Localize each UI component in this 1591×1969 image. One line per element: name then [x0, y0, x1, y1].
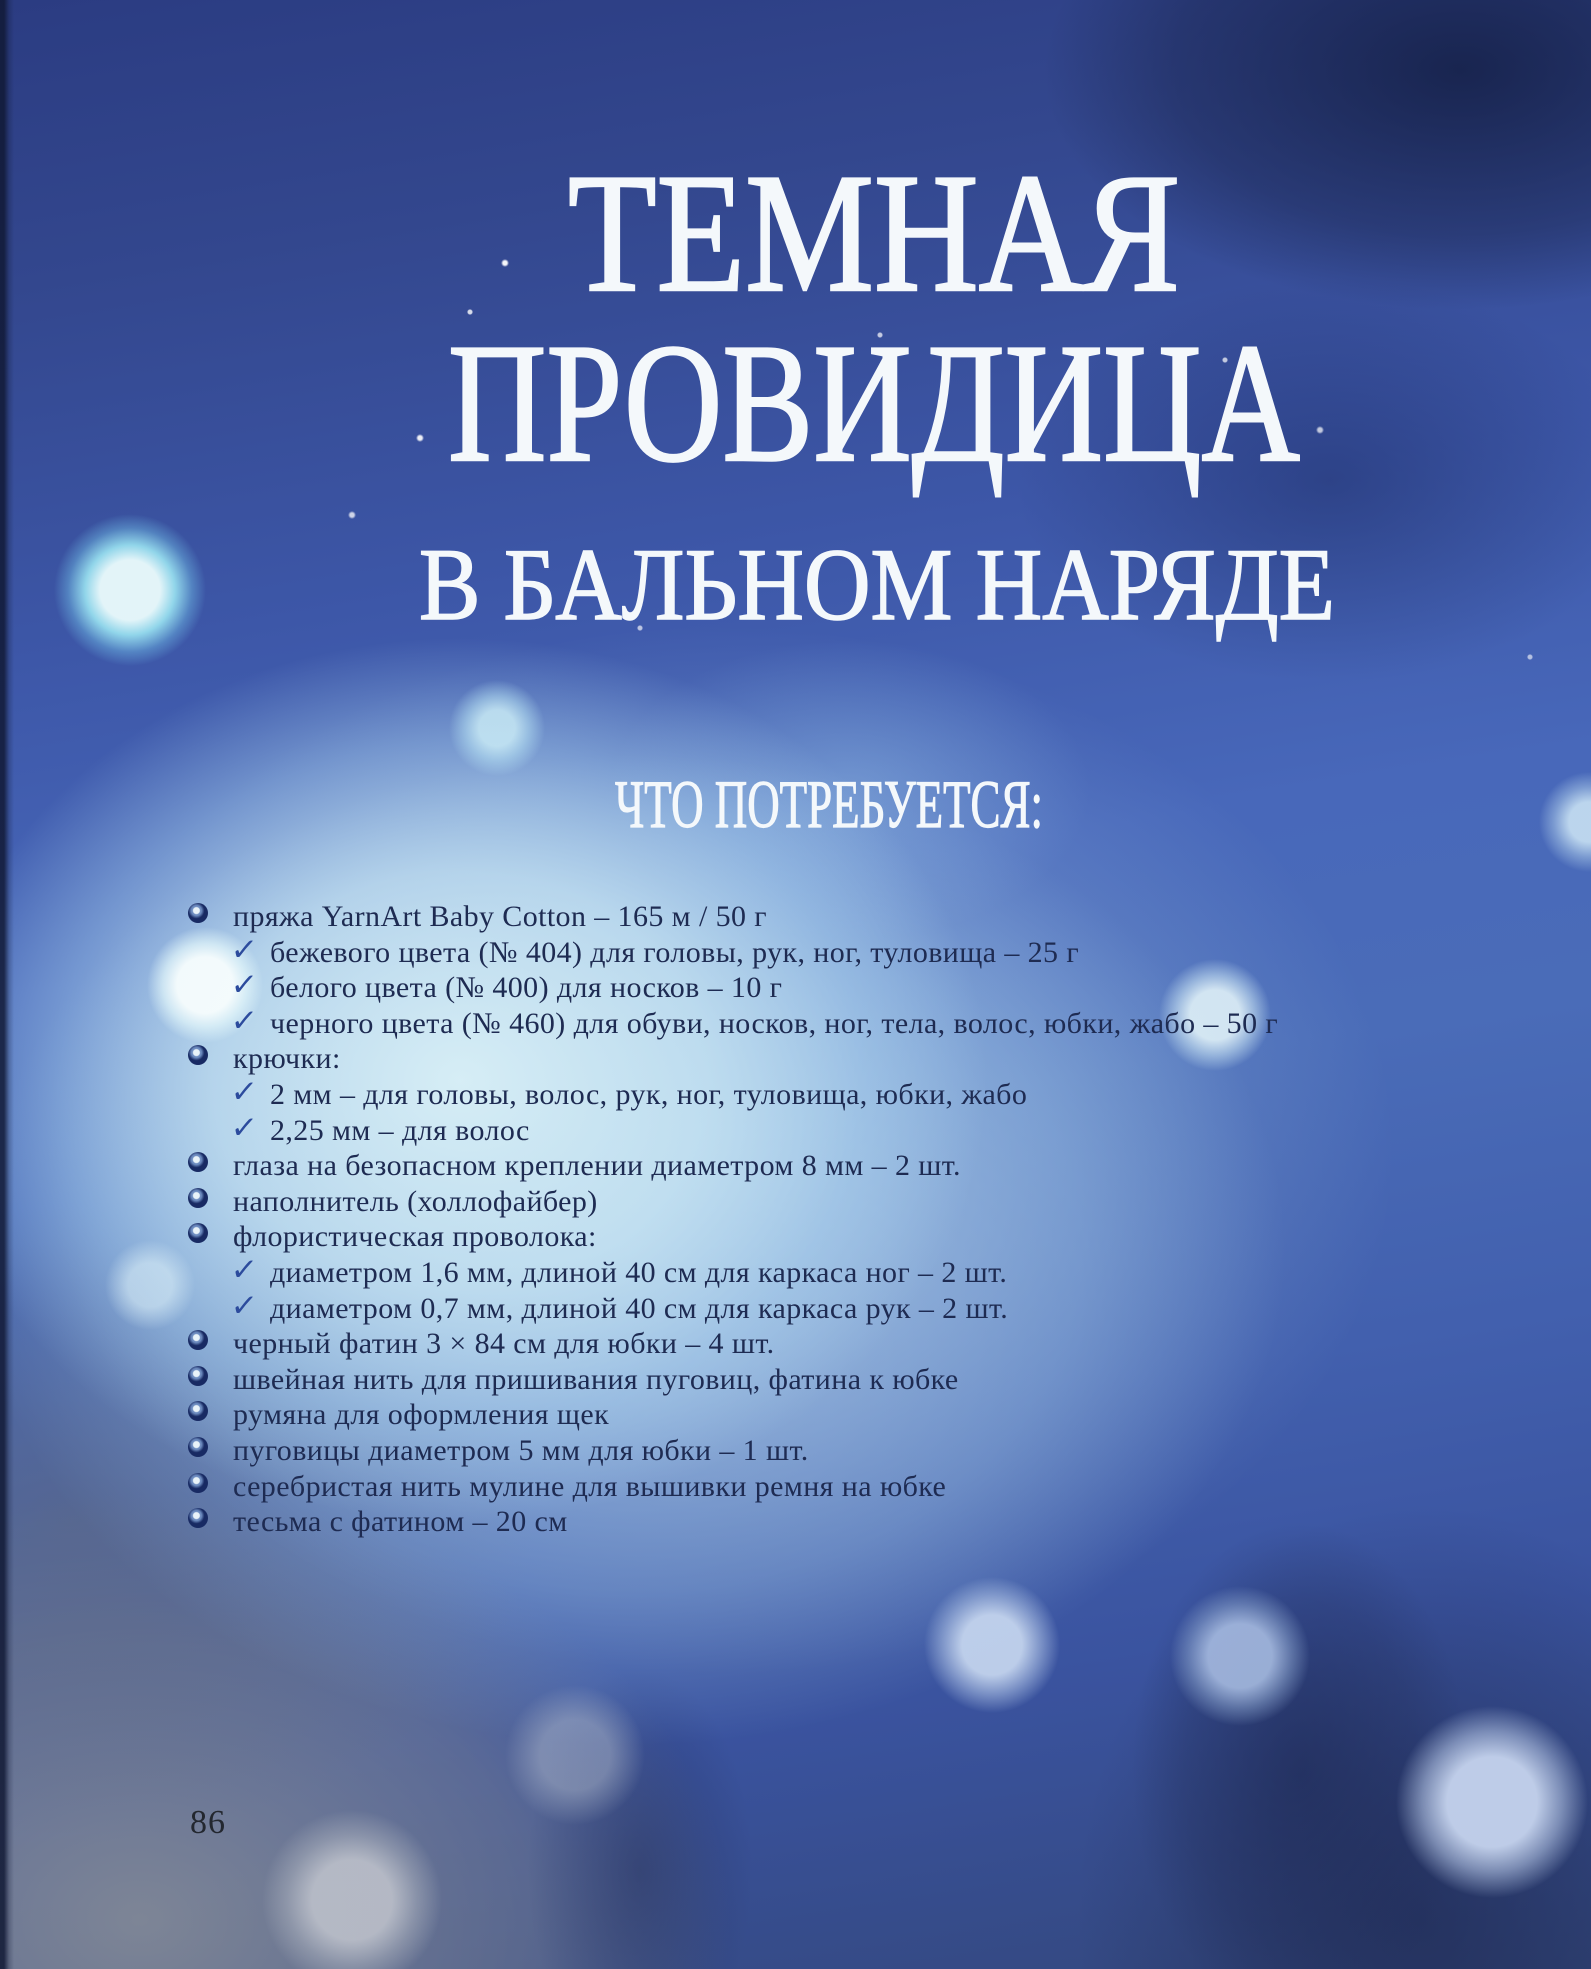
list-item	[0, 1326, 1520, 1364]
page-number: 86	[190, 1804, 226, 1841]
check-icon: ✓	[229, 1074, 260, 1110]
materials-item-text: наполнитель (холлофайбер)	[233, 1185, 598, 1218]
bullet-icon	[188, 1401, 208, 1421]
materials-item-text: 2 мм – для головы, волос, рук, ног, туловища, юбки, жабо	[270, 1078, 1028, 1111]
materials-item-text: 2,25 мм – для волос	[270, 1114, 530, 1147]
list-item	[0, 1074, 1520, 1115]
materials-item-text: диаметром 0,7 мм, длиной 40 см для каркаса рук – 2 шт.	[270, 1292, 1009, 1325]
bullet-icon	[188, 1045, 208, 1065]
list-item	[0, 1433, 1520, 1471]
list-item	[0, 1252, 1520, 1293]
list-item	[0, 1469, 1520, 1507]
materials-item-text: крючки:	[233, 1042, 341, 1075]
materials-item-text: серебристая нить мулине для вышивки ремня на юбке	[233, 1470, 947, 1503]
list-item	[0, 1003, 1520, 1044]
bullet-icon	[188, 1508, 208, 1528]
materials-item-text: черный фатин 3 × 84 см для юбки – 4 шт.	[233, 1327, 775, 1360]
list-item	[0, 1184, 1520, 1222]
materials-item-text: бежевого цвета (№ 404) для головы, рук, ног, туловища – 25 г	[270, 936, 1080, 969]
list-item	[0, 899, 1520, 937]
bullet-icon	[188, 1437, 208, 1457]
page-title-line2: ПРОВИДИЦА	[448, 309, 1300, 497]
materials-item-text: пряжа YarnArt Baby Cotton – 165 м / 50 г	[233, 900, 767, 933]
materials-item-text: швейная нить для пришивания пуговиц, фатина к юбке	[233, 1363, 959, 1396]
materials-item-text: черного цвета (№ 460) для обуви, носков, ног, тела, волос, юбки, жабо – 50 г	[270, 1007, 1279, 1040]
bullet-icon	[188, 1366, 208, 1386]
check-icon: ✓	[229, 967, 260, 1003]
materials-item-text: тесьма с фатином – 20 см	[233, 1505, 568, 1538]
list-item	[0, 1362, 1520, 1400]
materials-item-text: диаметром 1,6 мм, длиной 40 см для каркаса ног – 2 шт.	[270, 1256, 1008, 1289]
check-icon: ✓	[229, 1288, 260, 1324]
materials-item-text: белого цвета (№ 400) для носков – 10 г	[270, 971, 783, 1004]
materials-item-text: флористическая проволока:	[233, 1220, 597, 1253]
check-icon: ✓	[229, 1003, 260, 1039]
list-item	[0, 1219, 1520, 1257]
list-item	[0, 1397, 1520, 1435]
page-title-line1: ТЕМНАЯ	[568, 139, 1180, 327]
list-item	[0, 1504, 1520, 1542]
list-item	[0, 1041, 1520, 1079]
check-icon: ✓	[229, 1110, 260, 1146]
list-item	[0, 1148, 1520, 1186]
materials-item-text: румяна для оформления щек	[233, 1398, 610, 1431]
bullet-icon	[188, 1473, 208, 1493]
page-subtitle: В БАЛЬНОМ НАРЯДЕ	[419, 528, 1335, 642]
list-item	[0, 967, 1520, 1008]
bullet-icon	[188, 903, 208, 923]
bullet-icon	[188, 1188, 208, 1208]
bullet-icon	[188, 1223, 208, 1243]
check-icon: ✓	[229, 1252, 260, 1288]
list-item	[0, 1288, 1520, 1329]
bullet-icon	[188, 1330, 208, 1350]
list-item	[0, 932, 1520, 973]
materials-item-text: глаза на безопасном креплении диаметром 8 мм – 2 шт.	[233, 1149, 961, 1182]
bullet-icon	[188, 1152, 208, 1172]
list-item	[0, 1110, 1520, 1151]
check-icon: ✓	[229, 932, 260, 968]
materials-item-text: пуговицы диаметром 5 мм для юбки – 1 шт.	[233, 1434, 809, 1467]
section-heading: ЧТО ПОТРЕБУЕТСЯ:	[615, 766, 1043, 842]
